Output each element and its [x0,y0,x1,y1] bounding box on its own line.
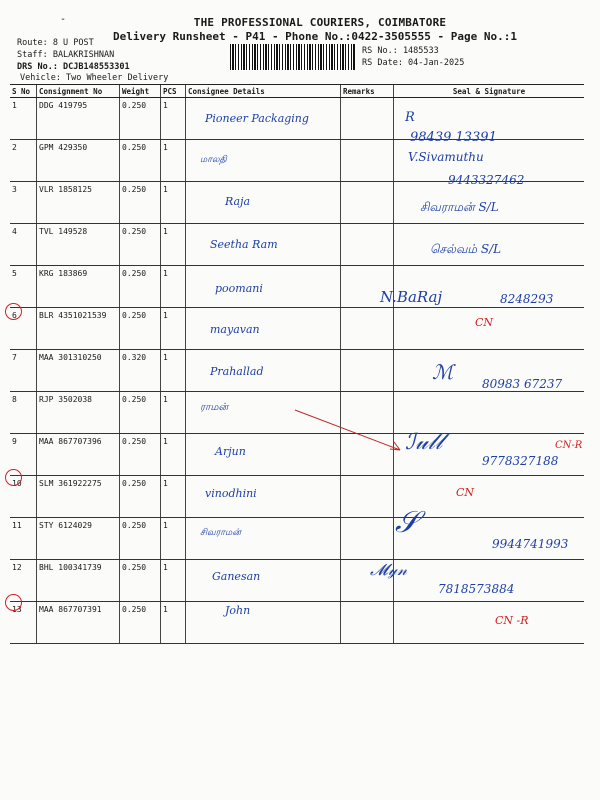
row-signature [394,392,585,434]
row-pcs: 1 [161,98,186,140]
row-pcs: 1 [161,224,186,266]
consignee-hand: Pioneer Packaging [205,112,309,125]
row-pcs: 1 [161,308,186,350]
row-consignment: TVL 149528 [37,224,120,266]
drs-number: DRS No.: DCJB148553301 [17,62,130,72]
phone-hand: 8248293 [500,292,554,306]
col-pcs: PCS [161,85,186,98]
row-consignment: KRG 183869 [37,266,120,308]
red-note: CN -R [495,614,529,627]
row-sno: 2 [10,140,37,182]
row-consignee [186,560,341,602]
row-weight: 0.250 [120,392,161,434]
consignee-hand: Ganesan [212,570,261,583]
row-sno: 10 [10,476,37,518]
row-consignee [186,308,341,350]
table-row [10,266,584,308]
tick-mark-icon: - [60,14,67,25]
table-row [10,308,584,350]
row-pcs: 1 [161,434,186,476]
runsheet-title: THE PROFESSIONAL COURIERS, COIMBATORE [193,16,447,29]
red-note: CN [475,316,494,329]
consignee-hand: Seetha Ram [210,238,278,251]
row-consignment: BLR 4351021539 [37,308,120,350]
signature-hand: சிவராமன் S/L [420,200,499,214]
phone-hand: 80983 67237 [482,377,563,391]
row-weight: 0.250 [120,476,161,518]
row-consignment: DDG 419795 [37,98,120,140]
barcode [230,44,356,70]
row-consignment: RJP 3502038 [37,392,120,434]
consignee-hand: ராமன் [200,402,229,413]
row-weight: 0.250 [120,602,161,644]
consignee-hand: poomani [215,282,263,295]
phone-hand: 98439 13391 [410,130,497,145]
row-consignment: VLR 1858125 [37,182,120,224]
red-circle-mark [5,594,22,611]
row-sno: 9 [10,434,37,476]
consignee-hand: Raja [225,195,251,208]
consignee-hand: John [225,604,251,617]
row-signature [394,476,585,518]
row-weight: 0.250 [120,308,161,350]
consignee-hand: Arjun [215,445,246,458]
vehicle-label: Vehicle: Two Wheeler Delivery [20,73,169,83]
row-sno: 8 [10,392,37,434]
row-remarks [341,140,394,182]
row-pcs: 1 [161,266,186,308]
row-remarks [341,602,394,644]
signature-hand: செல்வம் S/L [430,242,502,256]
row-sno: 3 [10,182,37,224]
rs-number: RS No.: 1485533 [362,46,439,56]
red-note: CN [456,486,475,499]
row-remarks [341,98,394,140]
row-sno: 7 [10,350,37,392]
row-weight: 0.250 [120,224,161,266]
signature-hand: N.BaRaj [380,288,443,306]
row-consignment: MAA 867707391 [37,602,120,644]
signature-hand: 𝓜𝓎𝓃 [370,560,408,579]
row-consignment: GPM 429350 [37,140,120,182]
row-weight: 0.320 [120,350,161,392]
row-remarks [341,224,394,266]
col-consignment: Consignment No [37,85,120,98]
row-remarks [341,518,394,560]
row-consignment: MAA 867707396 [37,434,120,476]
col-weight: Weight [120,85,161,98]
col-sno: S No [10,85,37,98]
consignee-hand: சிவராமன் [200,528,241,538]
route-label: Route: 8 U POST [17,38,94,48]
row-sno: 4 [10,224,37,266]
row-weight: 0.250 [120,98,161,140]
consignee-hand: மாலதி [200,155,227,165]
row-sno: 13 [10,602,37,644]
row-remarks [341,308,394,350]
row-consignee [186,182,341,224]
row-sno: 5 [10,266,37,308]
signature-hand: V.Sivamuthu [408,150,484,164]
row-weight: 0.250 [120,182,161,224]
signature-hand: ℐ𝓊𝓁𝓁 [405,430,443,455]
red-note: CN-R [555,440,583,451]
col-signature: Seal & Signature [394,85,585,98]
signature-hand: ℳ [432,360,454,384]
signature-hand: 𝒮 [395,505,419,540]
staff-label: Staff: BALAKRISHNAN [17,50,115,60]
col-remarks: Remarks [341,85,394,98]
phone-hand: 9944741993 [492,537,569,551]
red-circle-mark [5,469,22,486]
row-sno: 12 [10,560,37,602]
row-remarks [341,476,394,518]
row-remarks [341,182,394,224]
row-consignment: SLM 361922275 [37,476,120,518]
row-pcs: 1 [161,476,186,518]
row-pcs: 1 [161,182,186,224]
row-weight: 0.250 [120,560,161,602]
consignee-hand: vinodhini [205,487,257,500]
row-signature [394,602,585,644]
table-row [10,476,584,518]
row-weight: 0.250 [120,266,161,308]
row-remarks [341,350,394,392]
consignee-hand: Prahallad [210,365,264,378]
row-weight: 0.250 [120,518,161,560]
pen-arrow-stroke [290,405,410,455]
row-pcs: 1 [161,392,186,434]
col-consignee: Consignee Details [186,85,341,98]
row-pcs: 1 [161,140,186,182]
row-pcs: 1 [161,350,186,392]
row-consignment: BHL 100341739 [37,560,120,602]
runsheet-table [10,84,584,644]
phone-hand: 9778327188 [482,454,559,468]
red-circle-mark [5,303,22,320]
row-sno: 6 [10,308,37,350]
row-pcs: 1 [161,560,186,602]
rs-date: RS Date: 04-Jan-2025 [362,58,465,68]
row-weight: 0.250 [120,434,161,476]
row-sno: 1 [10,98,37,140]
row-consignment: MAA 301310250 [37,350,120,392]
table-header-row [10,85,584,98]
row-sno: 11 [10,518,37,560]
signature-hand: R [405,110,415,125]
runsheet-subtitle: Delivery Runsheet - P41 - Phone No.:0422-3505555 - Page No.:1 [113,30,517,43]
consignee-hand: mayavan [210,323,260,336]
row-pcs: 1 [161,518,186,560]
row-consignee [186,266,341,308]
row-pcs: 1 [161,602,186,644]
phone-hand: 7818573884 [438,582,515,596]
row-consignment: STY 6124029 [37,518,120,560]
row-weight: 0.250 [120,140,161,182]
row-consignee [186,602,341,644]
phone-hand: 9443327462 [448,173,525,187]
